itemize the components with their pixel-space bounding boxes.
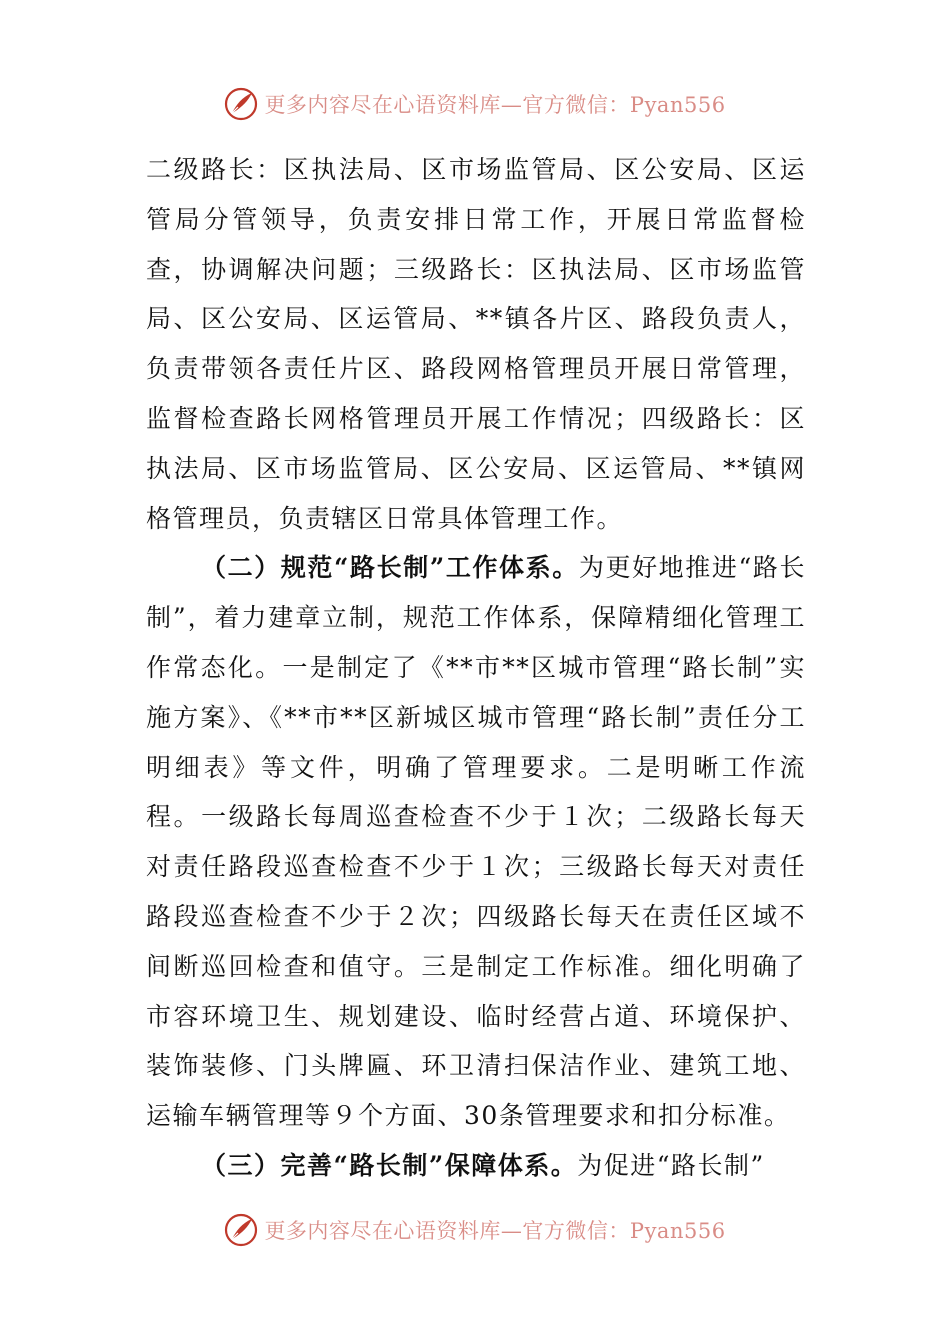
header-banner-text: 更多内容尽在心语资料库—官方微信：Pyan556: [264, 93, 726, 117]
paragraph-3: [146, 1141, 806, 1191]
section-heading-3: （三）完善“路长制”保障体系。: [201, 1150, 578, 1180]
quill-pen-logo-icon: [224, 87, 258, 121]
document-body: [146, 145, 806, 1191]
quill-pen-logo-icon: [224, 1213, 258, 1247]
paragraph-2: [146, 543, 806, 1141]
footer-banner: [0, 1210, 950, 1250]
paragraph-3-text: 为促进“路长制”: [577, 1150, 765, 1180]
footer-banner-text: 更多内容尽在心语资料库—官方微信：Pyan556: [264, 1219, 726, 1243]
header-banner: [0, 84, 950, 124]
paragraph-1: 二级路长：区执法局、区市场监管局、区公安局、区运管局分管领导，负责安排日常工作，开展日常监督检查，协调解决问题；三级路长：区执法局、区市场监管局、区公安局、区运管局、**镇各片区、路段负责人，负责带领各责任片区、路段网格管理员开展日常管理，监督检查路长网格管理员开展工作情况；四级路长：区执法局、区市场监管局、区公安局、区运管局、**镇网格管理员，负责辖区日常具体管理工作。: [146, 155, 806, 533]
section-heading-2: （二）规范“路长制”工作体系。: [201, 553, 579, 583]
paragraph-2-text: 为更好地推进“路长制”，着力建章立制，规范工作体系，保障精细化管理工作常态化。一是制定了《**市**区城市管理“路长制”实施方案》、《**市**区新城区城市管理“路长制”责任分工明细表》等文件，明确了管理要求。二是明晰工作流程。一级路长每周巡查检查不少于１次；二级路长每天对责任路段巡查检查不少于１次；三级路长每天对责任路段巡查检查不少于２次；四级路长每天在责任区域不间断巡回检查和值守。三是制定工作标准。细化明确了市容环境卫生、规划建设、临时经营占道、环境保护、装饰装修、门头牌匾、环卫清扫保洁作业、建筑工地、运输车辆管理等９个方面、30条管理要求和扣分标准。: [146, 553, 806, 1131]
